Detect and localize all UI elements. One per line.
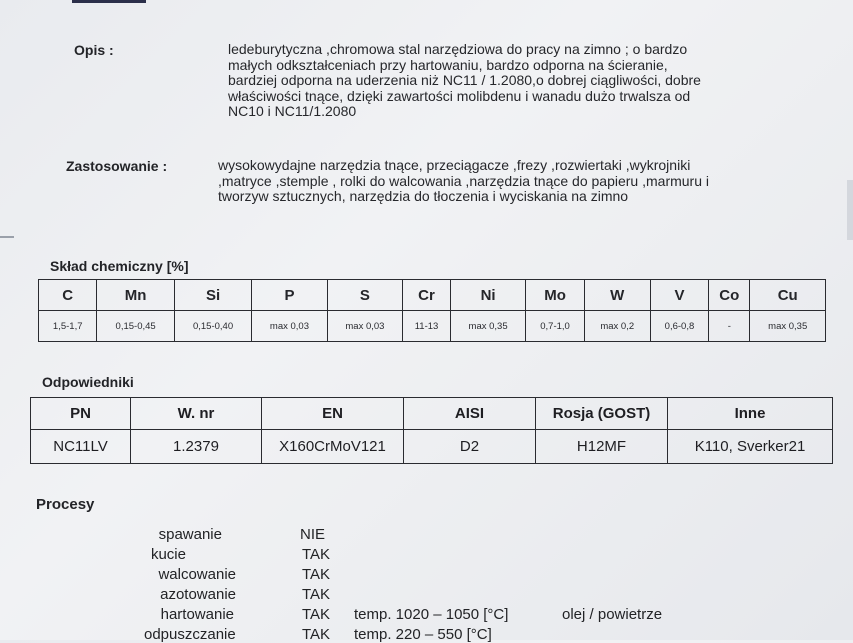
zastosowanie-label: Zastosowanie : [66,158,168,174]
element-header: Co [709,280,750,311]
process-temperature: temp. 220 – 550 [°C] [354,626,492,643]
element-value: max 0,03 [327,311,402,342]
standard-value: D2 [404,430,536,464]
zastosowanie-line: tworzyw sztucznych, narzędzia do tłoczenia i wyciskania na zimno [218,188,629,204]
table-row [31,430,833,464]
processes-title: Procesy [36,496,95,513]
process-temperature: temp. 1020 – 1050 [°C] [354,606,509,623]
element-header: W [584,280,650,311]
chemical-composition-table [38,279,826,342]
standard-value: NC11LV [31,430,131,464]
process-value: TAK [302,626,331,643]
table-row [39,311,826,342]
top-edge-mark [72,0,146,3]
process-name: odpuszczanie [144,626,236,643]
element-header: Mn [97,280,174,311]
standard-header: EN [262,398,404,430]
standard-value: H12MF [536,430,668,464]
element-value: 0,7-1,0 [526,311,584,342]
element-header: S [327,280,402,311]
standard-value: X160CrMoV121 [262,430,404,464]
standard-header: Rosja (GOST) [536,398,668,430]
standard-value: K110, Sverker21 [668,430,833,464]
opis-label: Opis : [74,42,114,58]
equivalents-table [30,397,833,464]
process-name: walcowanie [158,566,236,583]
element-header: Ni [450,280,525,311]
process-value: TAK [302,606,331,623]
process-name: hartowanie [160,606,234,623]
equivalents-title: Odpowiedniki [42,374,134,390]
opis-description [228,42,788,120]
table-header-row [31,398,833,430]
opis-line: właściwości tnące, dzięki zawartości molibdenu i wanadu dużo trwalsza od [228,87,691,104]
opis-line: bardziej odporna na uderzenia niż NC11 / 1.2080,o dobrej ciągliwości, dobre [228,72,701,88]
standard-header: Inne [668,398,833,430]
standard-header: AISI [404,398,536,430]
element-header: Cu [750,280,826,311]
element-value: - [709,311,750,342]
process-cooling-medium: olej / powietrze [562,606,663,623]
element-header: Mo [526,280,584,311]
element-value: 0,15-0,40 [174,311,251,342]
process-value: NIE [300,526,326,543]
opis-line: małych odkształceniach przy hartowaniu, bardzo odporna na ścieranie, [228,56,668,73]
element-header: V [650,280,708,311]
chemical-composition-title: Skład chemiczny [%] [50,258,189,274]
element-value: max 0,35 [450,311,525,342]
zastosowanie-line: wysokowydajne narzędzia tnące, przeciągacze ,frezy ,rozwiertaki ,wykrojniki [218,157,691,173]
standard-value: 1.2379 [131,430,262,464]
table-header-row [39,280,826,311]
element-value: max 0,2 [584,311,650,342]
element-value: 1,5-1,7 [39,311,97,342]
process-name: azotowanie [160,586,236,603]
element-header: C [39,280,97,311]
opis-line: ledeburytyczna ,chromowa stal narzędziowa do pracy na zimno ; o bardzo [228,41,688,57]
process-value: TAK [302,586,331,603]
zastosowanie-description [218,158,818,205]
process-value: TAK [302,566,331,583]
element-value: 11-13 [403,311,451,342]
standard-header: PN [31,398,131,430]
process-name: spawanie [158,526,222,543]
paper-edge-shadow-right [847,180,853,240]
element-value: max 0,03 [252,311,327,342]
element-header: P [252,280,327,311]
element-value: 0,6-0,8 [650,311,708,342]
opis-line: NC10 i NC11/1.2080 [228,103,357,119]
element-value: 0,15-0,45 [97,311,174,342]
process-value: TAK [302,546,331,563]
element-header: Cr [403,280,451,311]
paper-edge-shadow [0,236,14,238]
element-header: Si [174,280,251,311]
process-name: kucie [150,546,186,563]
element-value: max 0,35 [750,311,826,342]
zastosowanie-line: ,matryce ,stemple , rolki do walcowania ,narzędzia tnące do papieru ,marmuru i [218,172,709,189]
standard-header: W. nr [131,398,262,430]
